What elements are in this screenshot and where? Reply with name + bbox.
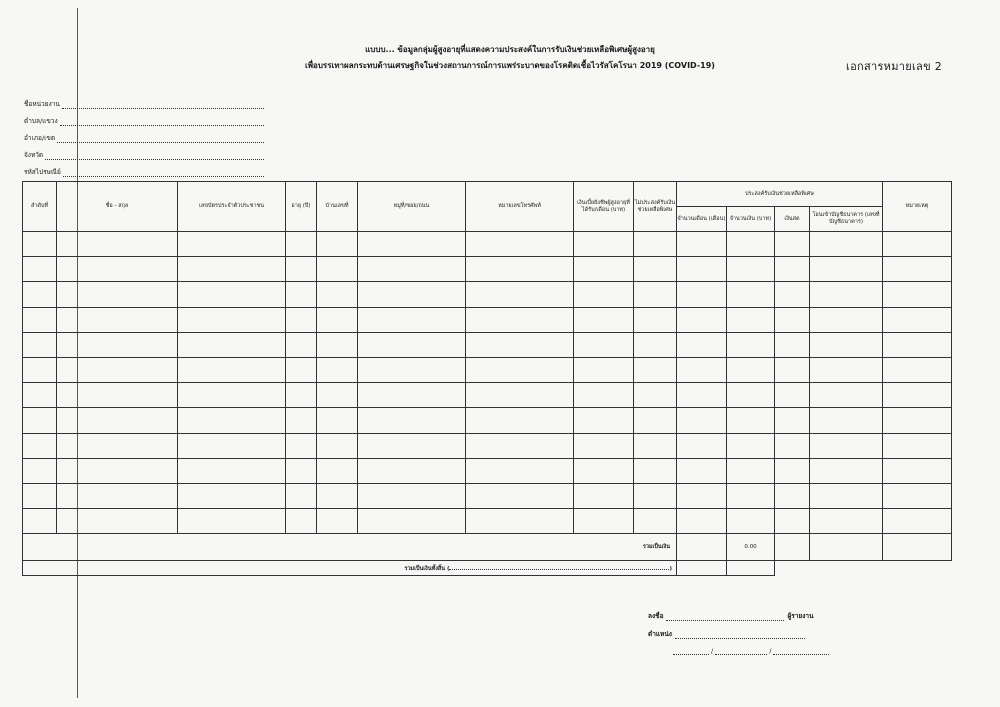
cell-name[interactable] [57,257,178,282]
cell-transfer[interactable] [810,282,883,307]
cell-amount[interactable] [727,509,775,534]
cell-age[interactable] [286,357,317,382]
cell-house-no[interactable] [317,408,358,433]
cell-cash[interactable] [775,282,810,307]
cell-phone[interactable] [466,357,574,382]
cell-house-no[interactable] [317,332,358,357]
cell-age[interactable] [286,433,317,458]
position-row [648,621,888,639]
table-row [23,408,952,433]
cell-phone[interactable] [466,433,574,458]
cell-phone[interactable] [466,458,574,483]
table-row [23,332,952,357]
grand-months-cell[interactable] [677,561,727,576]
cell-amount[interactable] [727,282,775,307]
cell-no-wish[interactable] [634,458,677,483]
cell-phone[interactable] [466,509,574,534]
cell-remark[interactable] [883,383,952,408]
cell-transfer[interactable] [810,483,883,508]
cell-months[interactable] [677,408,727,433]
header-amount: จำนวนเงิน (บาท) [727,207,775,232]
cell-name[interactable] [57,357,178,382]
cell-house-no[interactable] [317,282,358,307]
cell-house-no[interactable] [317,433,358,458]
cell-address[interactable] [358,383,466,408]
cell-id-card[interactable] [178,408,286,433]
grand-total-row [23,561,952,576]
grand-empty [775,561,952,576]
cell-house-no[interactable] [317,458,358,483]
cell-address[interactable] [358,257,466,282]
cell-house-no[interactable] [317,483,358,508]
beneficiary-table [22,181,952,576]
cell-allowance[interactable] [574,408,634,433]
cell-transfer[interactable] [810,509,883,534]
cell-phone[interactable] [466,332,574,357]
table-row [23,232,952,257]
header-no-wish: ไม่ประสงค์รับเงินช่วยเหลือพิเศษ [634,182,677,232]
cell-phone[interactable] [466,307,574,332]
cell-phone[interactable] [466,232,574,257]
cell-amount[interactable] [727,458,775,483]
cell-allowance[interactable] [574,458,634,483]
field-label: ชื่อหน่วยงาน [24,100,60,108]
cell-months[interactable] [677,257,727,282]
date-row [673,639,888,655]
cell-id-card[interactable] [178,232,286,257]
cell-cash[interactable] [775,383,810,408]
signature-row [648,603,888,621]
cell-id-card[interactable] [178,433,286,458]
cell-cash[interactable] [775,357,810,382]
sum-amount-cell[interactable]: 0.00 [727,534,775,561]
header-house-no: บ้านเลขที่ [317,182,358,232]
sum-transfer-cell[interactable] [810,534,883,561]
cell-id-card[interactable] [178,509,286,534]
header-phone: หมายเลขโทรศัพท์ [466,182,574,232]
cell-no[interactable] [23,357,57,382]
cell-name[interactable] [57,383,178,408]
position-label: ตำแหน่ง [648,630,672,638]
cell-address[interactable] [358,483,466,508]
cell-cash[interactable] [775,307,810,332]
cell-house-no[interactable] [317,509,358,534]
cell-months[interactable] [677,332,727,357]
header-name: ชื่อ - สกุล [57,182,178,232]
cell-house-no[interactable] [317,357,358,382]
header-remark: หมายเหตุ [883,182,952,232]
cell-no-wish[interactable] [634,509,677,534]
field-label: จังหวัด [24,151,44,159]
cell-months[interactable] [677,458,727,483]
cell-no-wish[interactable] [634,408,677,433]
table-row [23,483,952,508]
field-blank[interactable] [63,167,264,177]
cell-transfer[interactable] [810,458,883,483]
cell-phone[interactable] [466,282,574,307]
cell-age[interactable] [286,383,317,408]
cell-no-wish[interactable] [634,357,677,382]
cell-name[interactable] [57,307,178,332]
cell-id-card[interactable] [178,282,286,307]
cell-cash[interactable] [775,232,810,257]
header-address: หมู่ที่/ซอย/ถนน [358,182,466,232]
cell-no[interactable] [23,232,57,257]
cell-no[interactable] [23,332,57,357]
field-agency [24,92,264,109]
field-postal-code [24,160,264,177]
sum-remark-cell[interactable] [883,534,952,561]
sum-label: รวมเป็นเงิน [23,534,677,561]
cell-transfer[interactable] [810,408,883,433]
table-row [23,458,952,483]
cell-cash[interactable] [775,433,810,458]
cell-address[interactable] [358,357,466,382]
date-separator: / [769,647,772,655]
cell-amount[interactable] [727,232,775,257]
title-line-2: เพื่อบรรเทาผลกระทบด้านเศรษฐกิจในช่วงสถานการณ์การแพร่ระบาดของโรคติดเชื้อไวรัสโคโรนา 2019 (COVID-19) [305,61,715,70]
cell-transfer[interactable] [810,357,883,382]
cell-allowance[interactable] [574,383,634,408]
cell-address[interactable] [358,307,466,332]
cell-allowance[interactable] [574,232,634,257]
date-month-blank[interactable] [715,646,767,655]
cell-no[interactable] [23,307,57,332]
header-no: ลำดับที่ [23,182,57,232]
cell-id-card[interactable] [178,257,286,282]
cell-no-wish[interactable] [634,433,677,458]
cell-address[interactable] [358,458,466,483]
sum-cash-cell[interactable] [775,534,810,561]
cell-cash[interactable] [775,408,810,433]
field-district [24,126,264,143]
table-row [23,307,952,332]
cell-address[interactable] [358,509,466,534]
cell-amount[interactable] [727,307,775,332]
position-blank[interactable] [675,630,805,639]
cell-address[interactable] [358,408,466,433]
table-row [23,357,952,382]
field-label: อำเภอ/เขต [24,134,56,142]
cell-transfer[interactable] [810,232,883,257]
cell-age[interactable] [286,483,317,508]
cell-remark[interactable] [883,509,952,534]
cell-age[interactable] [286,257,317,282]
cell-transfer[interactable] [810,383,883,408]
cell-cash[interactable] [775,458,810,483]
header-months: จำนวนเดือน (เดือน) [677,207,727,232]
cell-months[interactable] [677,383,727,408]
cell-cash[interactable] [775,509,810,534]
grand-total-close: ) [669,565,672,572]
cell-remark[interactable] [883,307,952,332]
cell-address[interactable] [358,282,466,307]
cell-no-wish[interactable] [634,332,677,357]
cell-no-wish[interactable] [634,282,677,307]
title-line-1: แบบบ... ข้อมูลกลุ่มผู้สูงอายุที่แสดงความประสงค์ในการรับเงินช่วยเหลือพิเศษผู้สูงอายุ [365,45,655,54]
cell-no-wish[interactable] [634,257,677,282]
date-day-blank[interactable] [673,646,709,655]
field-blank[interactable] [57,133,264,143]
cell-phone[interactable] [466,383,574,408]
reporter-label: ผู้รายงาน [787,612,814,620]
cell-no[interactable] [23,458,57,483]
info-fields [24,92,264,177]
date-separator: / [711,647,714,655]
field-blank[interactable] [45,150,264,160]
cell-months[interactable] [677,307,727,332]
cell-months[interactable] [677,433,727,458]
cell-house-no[interactable] [317,257,358,282]
table-row [23,282,952,307]
cell-id-card[interactable] [178,357,286,382]
signature-blank[interactable] [666,612,784,621]
grand-total-blank[interactable] [449,564,669,570]
field-label: รหัสไปรษณีย์ [24,168,61,176]
cell-no[interactable] [23,257,57,282]
cell-remark[interactable] [883,282,952,307]
cell-allowance[interactable] [574,357,634,382]
table-row [23,433,952,458]
cell-months[interactable] [677,357,727,382]
field-blank[interactable] [60,116,264,126]
cell-address[interactable] [358,433,466,458]
cell-remark[interactable] [883,257,952,282]
cell-transfer[interactable] [810,332,883,357]
cell-name[interactable] [57,408,178,433]
cell-age[interactable] [286,458,317,483]
cell-remark[interactable] [883,357,952,382]
header-transfer: โอนเข้าบัญชีธนาคาร (เลขที่บัญชีธนาคาร) [810,207,883,232]
cell-allowance[interactable] [574,433,634,458]
cell-amount[interactable] [727,332,775,357]
cell-house-no[interactable] [317,383,358,408]
cell-amount[interactable] [727,483,775,508]
cell-transfer[interactable] [810,433,883,458]
cell-no[interactable] [23,408,57,433]
table-row [23,383,952,408]
cell-cash[interactable] [775,483,810,508]
cell-name[interactable] [57,483,178,508]
cell-phone[interactable] [466,257,574,282]
sum-months-cell[interactable] [677,534,727,561]
cell-no[interactable] [23,509,57,534]
cell-allowance[interactable] [574,307,634,332]
cell-months[interactable] [677,483,727,508]
cell-no[interactable] [23,433,57,458]
cell-address[interactable] [358,232,466,257]
cell-age[interactable] [286,332,317,357]
cell-house-no[interactable] [317,307,358,332]
cell-age[interactable] [286,282,317,307]
cell-remark[interactable] [883,232,952,257]
header-cash: เงินสด [775,207,810,232]
cell-amount[interactable] [727,257,775,282]
header-wish-group: ประสงค์รับเงินช่วยเหลือพิเศษ [677,182,883,207]
header-age: อายุ (ปี) [286,182,317,232]
cell-amount[interactable] [727,357,775,382]
cell-id-card[interactable] [178,307,286,332]
cell-remark[interactable] [883,408,952,433]
cell-name[interactable] [57,332,178,357]
header-allowance: เงินเบี้ยยังชีพผู้สูงอายุที่ได้รับ/เดือน (บาท) [574,182,634,232]
cell-allowance[interactable] [574,332,634,357]
document-title [250,42,770,74]
cell-age[interactable] [286,509,317,534]
cell-remark[interactable] [883,483,952,508]
table-body [23,232,952,534]
cell-phone[interactable] [466,483,574,508]
field-province [24,143,264,160]
cell-allowance[interactable] [574,257,634,282]
cell-allowance[interactable] [574,509,634,534]
grand-amount-cell[interactable] [727,561,775,576]
cell-id-card[interactable] [178,332,286,357]
cell-name[interactable] [57,458,178,483]
document-number: เอกสารหมายเลข 2 [846,60,942,73]
cell-name[interactable] [57,509,178,534]
cell-age[interactable] [286,232,317,257]
grand-total-label-text: รวมเป็นเงินทั้งสิ้น ( [404,565,450,572]
date-year-blank[interactable] [773,646,829,655]
cell-name[interactable] [57,282,178,307]
cell-name[interactable] [57,232,178,257]
table-row [23,509,952,534]
table-row [23,257,952,282]
cell-remark[interactable] [883,433,952,458]
cell-amount[interactable] [727,408,775,433]
cell-cash[interactable] [775,257,810,282]
cell-allowance[interactable] [574,483,634,508]
cell-months[interactable] [677,282,727,307]
cell-id-card[interactable] [178,383,286,408]
cell-age[interactable] [286,408,317,433]
cell-transfer[interactable] [810,257,883,282]
cell-no[interactable] [23,282,57,307]
cell-age[interactable] [286,307,317,332]
cell-no-wish[interactable] [634,307,677,332]
cell-house-no[interactable] [317,232,358,257]
sign-label: ลงชื่อ [648,612,664,620]
cell-remark[interactable] [883,458,952,483]
cell-amount[interactable] [727,433,775,458]
cell-no[interactable] [23,483,57,508]
cell-name[interactable] [57,433,178,458]
cell-months[interactable] [677,232,727,257]
cell-transfer[interactable] [810,307,883,332]
field-label: ตำบล/แขวง [24,117,58,125]
header-id-card: เลขบัตรประจำตัวประชาชน [178,182,286,232]
cell-no-wish[interactable] [634,232,677,257]
cell-address[interactable] [358,332,466,357]
cell-phone[interactable] [466,408,574,433]
cell-id-card[interactable] [178,483,286,508]
cell-amount[interactable] [727,383,775,408]
cell-months[interactable] [677,509,727,534]
signature-block [648,603,888,655]
cell-no-wish[interactable] [634,483,677,508]
cell-allowance[interactable] [574,282,634,307]
cell-cash[interactable] [775,332,810,357]
cell-id-card[interactable] [178,458,286,483]
cell-remark[interactable] [883,332,952,357]
cell-no[interactable] [23,383,57,408]
sum-row [23,534,952,561]
grand-total-label [23,561,677,576]
field-subdistrict [24,109,264,126]
cell-no-wish[interactable] [634,383,677,408]
field-blank[interactable] [62,99,264,109]
